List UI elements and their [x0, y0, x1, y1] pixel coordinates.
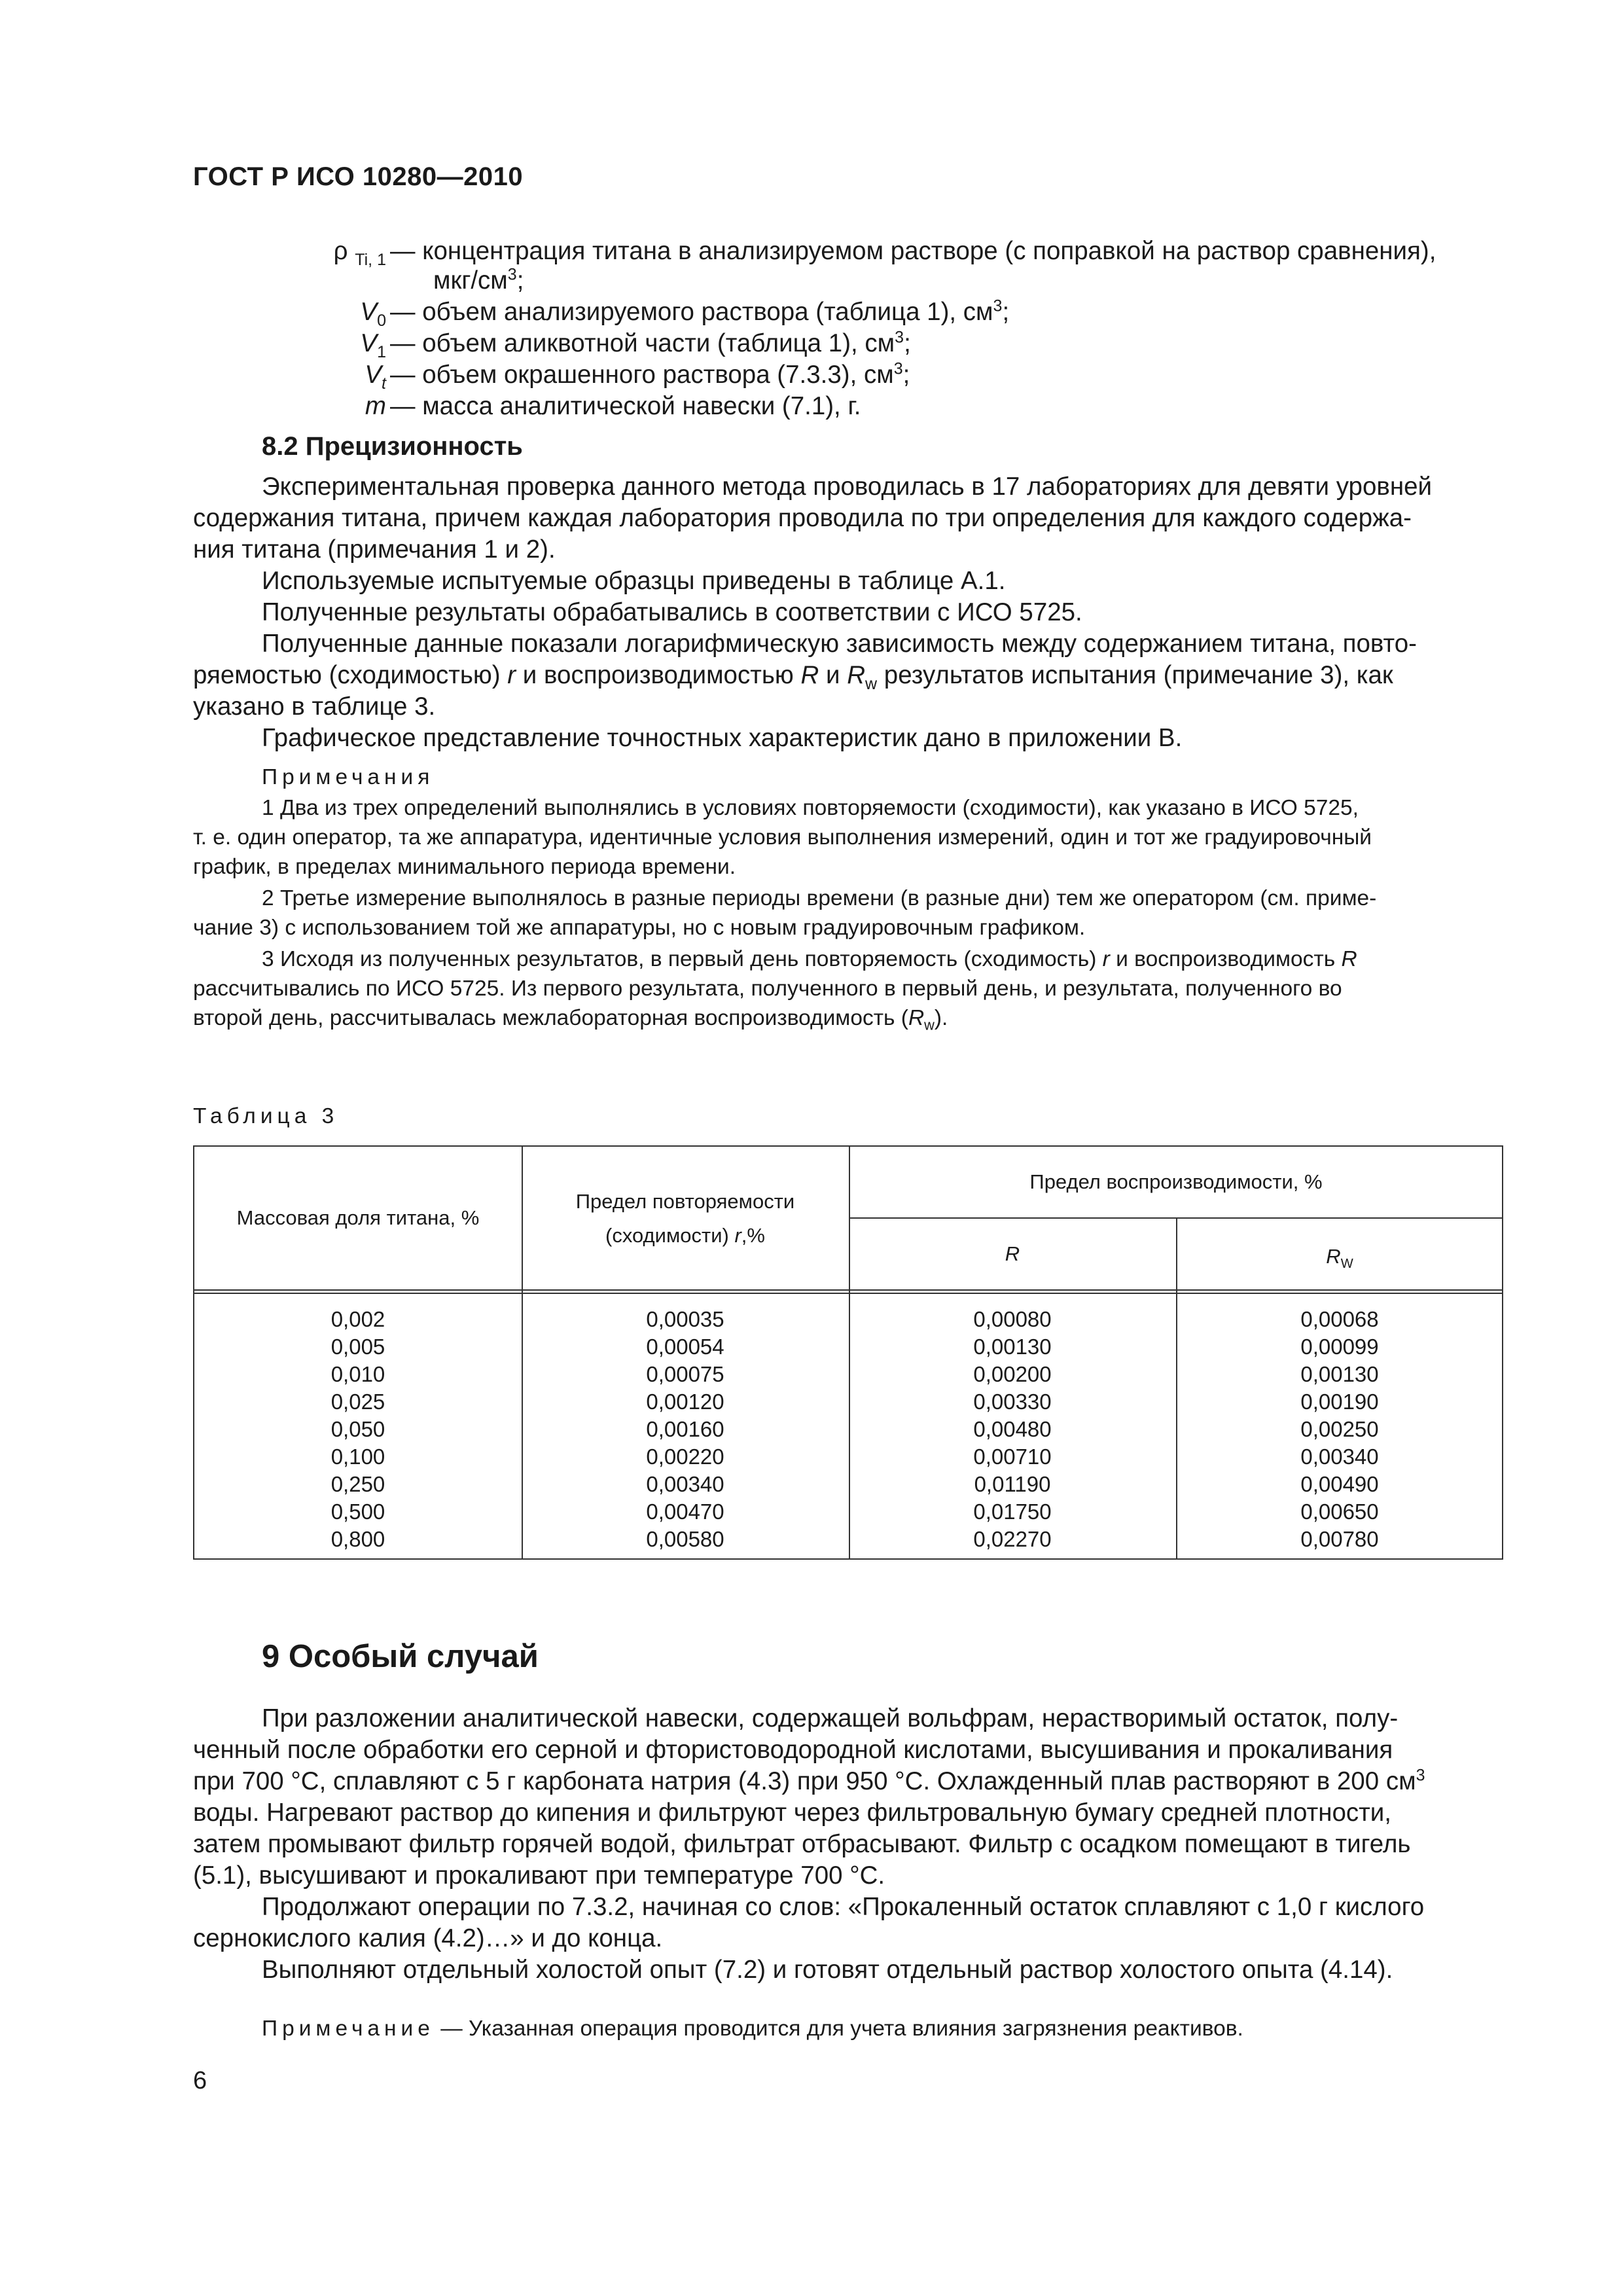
paragraph-line: Полученные результаты обрабатывались в соответствии с ИСО 5725.	[262, 598, 1082, 626]
table-caption: Таблица 3	[193, 1104, 339, 1128]
paragraph-line: Используемые испытуемые образцы приведены в таблице А.1.	[262, 567, 1006, 595]
table-cell: 0,00075	[646, 1362, 724, 1386]
table-cell: 0,00340	[646, 1472, 724, 1496]
table-cell: 0,00780	[1300, 1527, 1379, 1551]
var-v0-symbol: $V_0$	[360, 298, 386, 330]
table-cell: 0,025	[330, 1390, 385, 1414]
var-vt-desc: — объем окрашенного раствора (7.3.3), $см^3$;	[390, 359, 910, 389]
table-cell: 0,250	[330, 1472, 385, 1496]
table-cell: 0,005	[330, 1335, 385, 1359]
column-R-values	[849, 1306, 1176, 1553]
paragraph-line: при 700 °С, сплавляют с 5 г карбоната натрия (4.3) при 950 °С. Охлажденный плав растворяют в 200 $см^3$	[193, 1766, 1425, 1795]
paragraph-line: затем промывают фильтр горячей водой, фильтрат отбрасывают. Фильтр с осадком помещают в тигель	[193, 1830, 1411, 1858]
paragraph-line: (5.1), высушивают и прокаливают при температуре 700 °С.	[193, 1861, 885, 1890]
paragraph-line: ченный после обработки его серной и фтористоводородной кислотами, высушивания и прокаливания	[193, 1736, 1393, 1764]
table-cell: 0,00054	[646, 1335, 724, 1359]
table-cell: 0,00190	[1300, 1390, 1379, 1414]
note-line: 2 Третье измерение выполнялось в разные периоды времени (в разные дни) тем же оператором (см. приме-	[262, 886, 1377, 910]
column-mass-values	[194, 1306, 522, 1553]
paragraph-line: ния титана (примечания 1 и 2).	[193, 535, 556, 564]
table-cell: 0,00220	[646, 1444, 724, 1469]
var-m-desc: — масса аналитической навески (7.1), г.	[390, 392, 861, 420]
paragraph-line: сернокислого калия (4.2)…» и до конца.	[193, 1924, 663, 1952]
table-cell: 0,00480	[973, 1417, 1052, 1441]
note-line: т. е. один оператор, та же аппаратура, идентичные условия выполнения измерений, один и тот же градуировочный	[193, 825, 1372, 850]
header-mass-fraction: Массовая доля титана, %	[236, 1206, 480, 1229]
column-r-values	[522, 1306, 849, 1553]
paragraph-line: указано в таблице 3.	[193, 692, 436, 721]
table-cell: 0,00160	[646, 1417, 724, 1441]
table-cell: 0,00330	[973, 1390, 1052, 1414]
var-v1-symbol: $V_1$	[360, 329, 386, 361]
document-header: ГОСТ Р ИСО 10280—2010	[193, 162, 524, 191]
var-rho-desc: — концентрация титана в анализируемом растворе (с поправкой на раствор сравнения),	[390, 237, 1436, 265]
paragraph-line: Полученные данные показали логарифмическую зависимость между содержанием титана, повто-	[262, 630, 1417, 658]
var-rho-unit: мкг/$см^3$;	[433, 265, 524, 295]
table-cell: 0,050	[330, 1417, 385, 1441]
paragraph-line: Графическое представление точностных характеристик дано в приложении В.	[262, 724, 1183, 752]
var-m-symbol: m	[365, 392, 386, 420]
table-cell: 0,00035	[646, 1307, 724, 1331]
paragraph-line: ряемостью (сходимостью) r и воспроизводимостью R и $R_w$ результатов испытания (примечание 3), как	[193, 661, 1393, 693]
table-cell: 0,00470	[646, 1499, 724, 1524]
table-cell: 0,00250	[1300, 1417, 1379, 1441]
table-cell: 0,00068	[1300, 1307, 1379, 1331]
section-9-note: Примечание — Указанная операция проводится для учета влияния загрязнения реактивов.	[262, 2017, 1243, 2041]
table-cell: 0,02270	[973, 1527, 1052, 1551]
var-vt-symbol: $V_t$	[365, 361, 386, 393]
var-rho-symbol: ρ $_{Ti, 1}$	[333, 237, 386, 269]
table-cell: 0,00340	[1300, 1444, 1379, 1469]
page-number: 6	[193, 2067, 207, 2094]
section-8-2-title: 8.2 Прецизионность	[262, 432, 523, 461]
table-cell: 0,002	[330, 1307, 385, 1331]
header-repeatability: Предел повторяемости (сходимости) r,%	[575, 1190, 795, 1247]
note-line: чание 3) с использованием той же аппаратуры, но с новым градуировочным графиком.	[193, 916, 1086, 940]
paragraph-line: Продолжают операции по 7.3.2, начиная со слов: «Прокаленный остаток сплавляют с 1,0 г кислого	[262, 1893, 1425, 1921]
table-cell: 0,100	[330, 1444, 385, 1469]
header-R: R	[1005, 1242, 1020, 1265]
table-cell: 0,500	[330, 1499, 385, 1524]
table-cell: 0,800	[330, 1527, 385, 1551]
var-v1-desc: — объем аликвотной части (таблица 1), $см^3$;	[390, 328, 911, 357]
table-cell: 0,010	[330, 1362, 385, 1386]
table-cell: 0,01190	[974, 1472, 1051, 1496]
note-line: второй день, рассчитывалась межлабораторная воспроизводимость $(R_w)$.	[193, 1006, 948, 1033]
paragraph-line: содержания титана, причем каждая лаборатория проводила по три определения для каждого содержа-	[193, 504, 1412, 532]
header-Rw: $R_W$	[1326, 1245, 1353, 1272]
column-Rw-values	[1176, 1306, 1503, 1553]
note-line: график, в пределах минимального периода времени.	[193, 855, 736, 879]
paragraph-line: воды. Нагревают раствор до кипения и фильтруют через фильтровальную бумагу средней плотности,	[193, 1799, 1392, 1827]
table-cell: 0,00099	[1300, 1335, 1379, 1359]
section-9-title: 9 Особый случай	[262, 1639, 539, 1674]
table-cell: 0,00200	[973, 1362, 1052, 1386]
table-cell: 0,00490	[1300, 1472, 1379, 1496]
table-cell: 0,00650	[1300, 1499, 1379, 1524]
precision-table	[193, 1145, 1503, 1560]
table-cell: 0,01750	[973, 1499, 1052, 1524]
notes-title: Примечания	[262, 765, 435, 789]
header-reproducibility: Предел воспроизводимости, %	[1029, 1170, 1323, 1193]
table-cell: 0,00120	[646, 1390, 724, 1414]
paragraph-line: Выполняют отдельный холостой опыт (7.2) и готовят отдельный раствор холостого опыта (4.14).	[262, 1956, 1393, 1984]
table-cell: 0,00130	[973, 1335, 1052, 1359]
table-cell: 0,00580	[646, 1527, 724, 1551]
paragraph-line: Экспериментальная проверка данного метода проводилась в 17 лабораториях для девяти уровней	[262, 473, 1432, 501]
table-cell: 0,00130	[1300, 1362, 1379, 1386]
note-line: рассчитывались по ИСО 5725. Из первого результата, полученного в первый день, и результата, полученного во	[193, 977, 1342, 1001]
note-line: 1 Два из трех определений выполнялись в условиях повторяемости (сходимости), как указано в ИСО 5725,	[262, 796, 1359, 820]
var-v0-desc: — объем анализируемого раствора (таблица 1), $см^3$;	[390, 296, 1010, 326]
paragraph-line: При разложении аналитической навески, содержащей вольфрам, нерастворимый остаток, полу-	[262, 1704, 1399, 1732]
table-cell: 0,00080	[973, 1307, 1052, 1331]
note-line: 3 Исходя из полученных результатов, в первый день повторяемость (сходимость) r и воспроизводимость R	[262, 947, 1357, 971]
table-cell: 0,00710	[973, 1444, 1052, 1469]
